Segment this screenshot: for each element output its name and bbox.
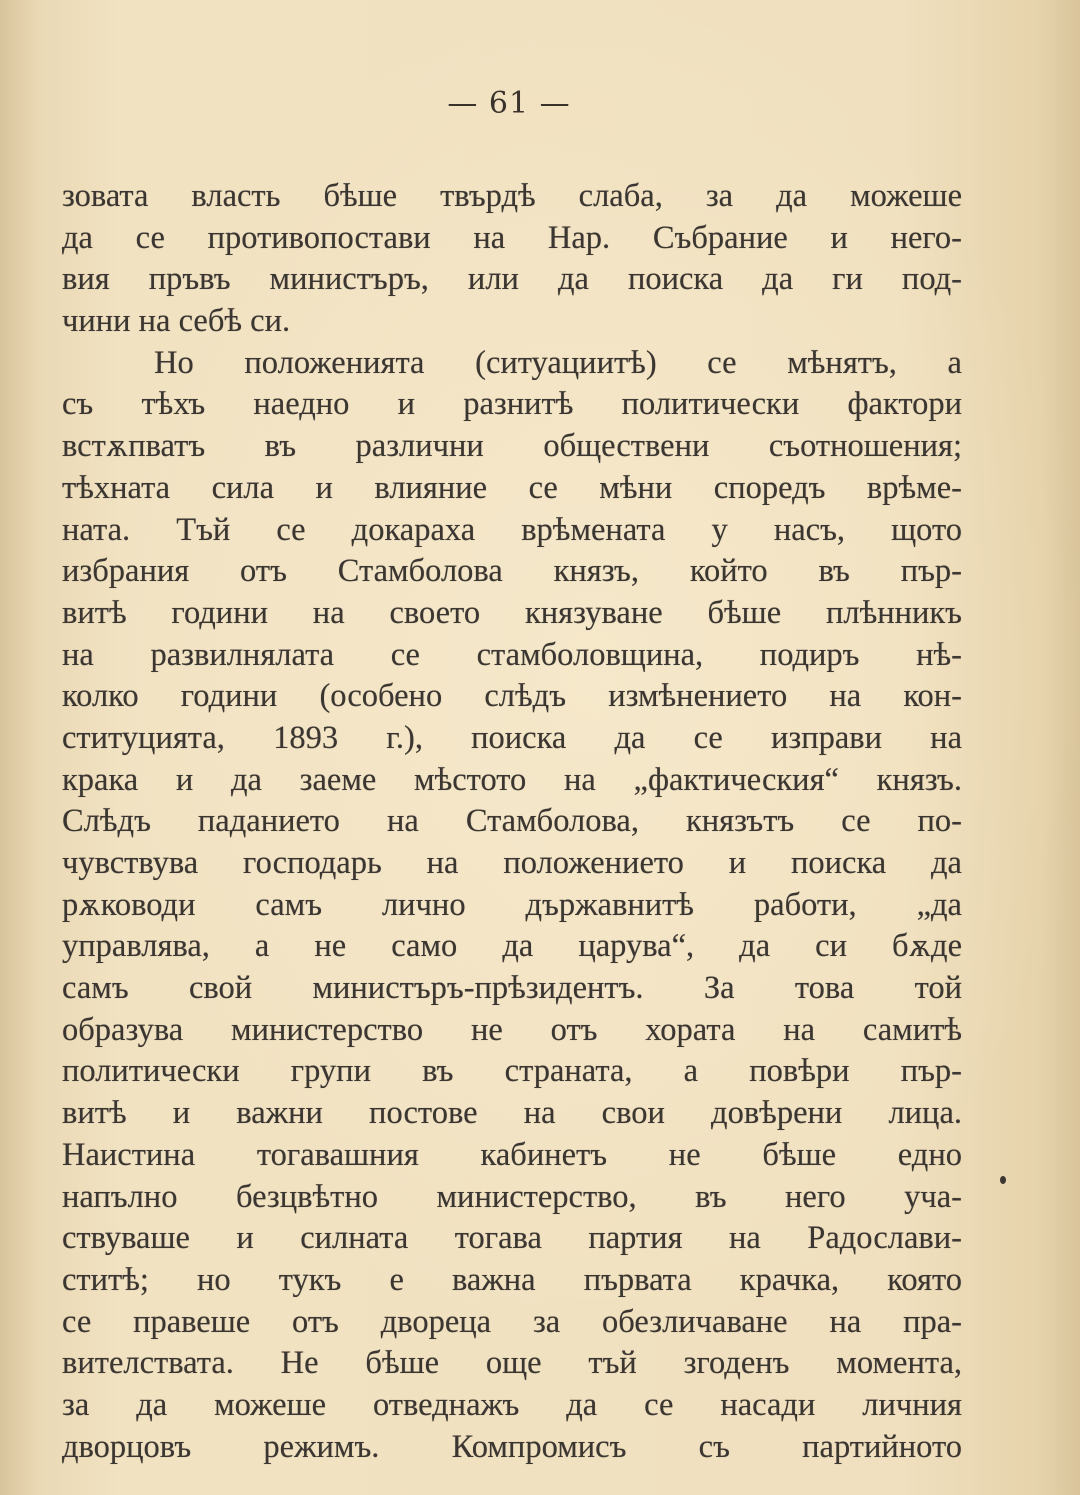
text-line: съ тѣхъ наедно и разнитѣ политически фактори [62,386,962,423]
text-line: ститѣ; но тукъ е важна първата крачка, която [62,1261,962,1298]
text-line: тѣхната сила и влияние се мѣни споредъ врѣме- [62,469,962,506]
text-line: витѣ и важни постове на свои довѣрени лица. [62,1095,962,1132]
text-line: чини на себѣ си. [62,303,291,340]
text-line: напълно безцвѣтно министерство, въ него уча- [62,1178,962,1215]
text-line: да се противопостави на Нар. Събрание и него- [62,219,962,256]
text-line: вителствата. Не бѣше още тъй згоденъ момента, [62,1345,962,1382]
text-line: избрания отъ Стамболова князъ, който въ пър- [62,553,962,590]
text-line: ституцията, 1893 г.), поиска да се изправи на [62,719,962,756]
body-text [62,176,962,1468]
text-line: колко години (особено слѣдъ измѣнението на кон- [62,678,962,715]
text-line: дворцовъ режимъ. Компромисъ съ партийното [62,1428,962,1465]
text-line: витѣ години на своето князуване бѣше плѣнникъ [62,594,962,631]
ink-speck [1000,1176,1006,1184]
text-line: вия пръвъ министъръ, или да поиска да ги под- [62,261,962,298]
text-line: рѫководи самъ лично държавнитѣ работи, „да [62,886,962,923]
text-line: встѫпватъ въ различни обществени съотношения; [62,428,962,465]
text-line: на развилнялата се стамболовщина, подиръ нѣ- [62,636,962,673]
text-line: ната. Тъй се докараха врѣмената у насъ, щото [62,511,962,548]
text-line: чувствува господарь на положението и поиска да [62,845,962,881]
text-line: Слѣдъ паданието на Стамболова, князътъ се по- [62,803,962,840]
text-line: образува министерство не отъ хората на самитѣ [62,1011,962,1048]
text-line: се правеше отъ двореца за обезличаване на пра- [62,1303,962,1340]
text-line: Наистина тогавашния кабинетъ не бѣше едно [62,1136,962,1173]
paragraph-first-line: Но положенията (ситуациитѣ) се мѣнятъ, а [154,344,962,381]
text-line: политически групи въ страната, а повѣри пър- [62,1053,962,1090]
text-line: ствуваше и силната тогава партия на Радослави- [62,1220,962,1257]
page-number: — 61 — [447,86,571,121]
text-line: зовата власть бѣше твърдѣ слаба, за да можеше [62,178,962,214]
text-line: крака и да заеме мѣстото на „фактическия“ князъ. [62,761,962,798]
text-line: за да можеше отведнажъ да се насади личния [62,1386,962,1423]
text-line: управлява, а не само да царува“, да си бѫде [62,928,962,965]
text-line: самъ свой министъръ-прѣзидентъ. За това той [62,970,962,1007]
